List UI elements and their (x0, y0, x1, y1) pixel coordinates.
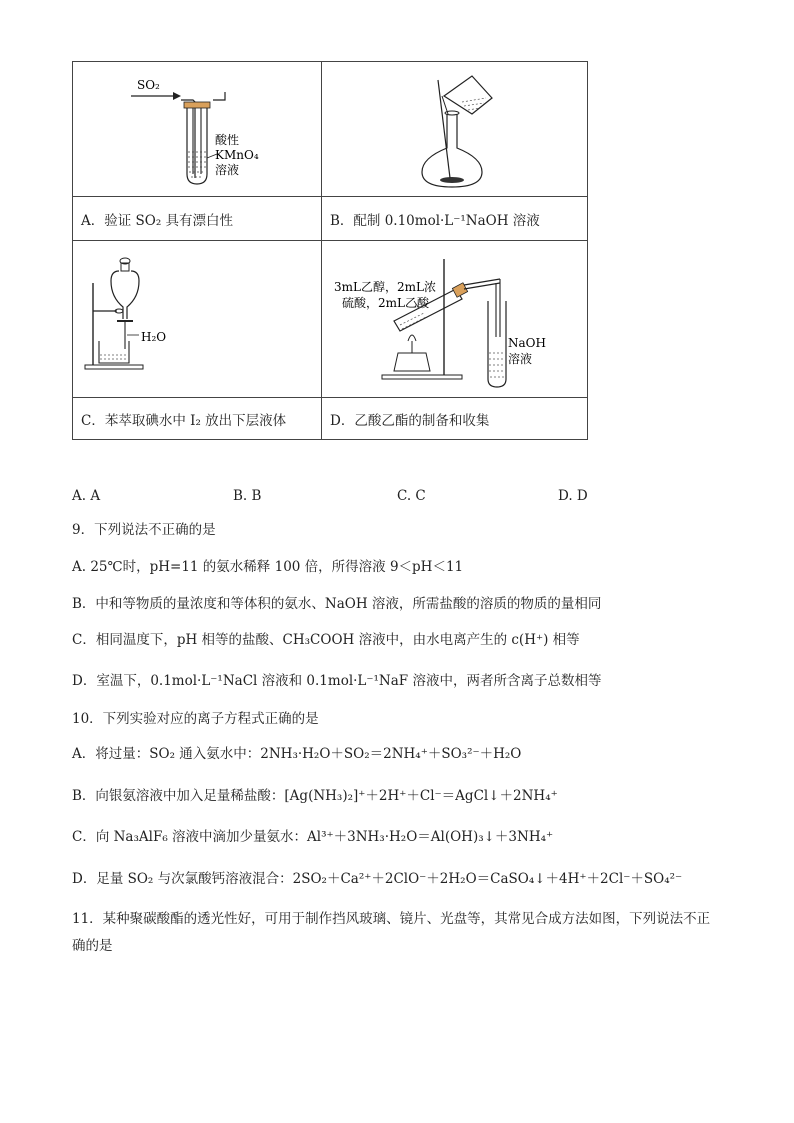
volumetric-flask-apparatus (322, 62, 587, 196)
q8-option-a: A. A (72, 488, 101, 504)
q8-option-d: D. D (558, 488, 588, 504)
so2-kmno4-apparatus (73, 62, 321, 196)
ester-prep-apparatus (322, 241, 587, 397)
q8-option-c: C. C (397, 488, 426, 504)
reagent-label-1: 酸性 (215, 133, 240, 147)
q11-stem-line1: 11．某种聚碳酸酯的透光性好，可用于制作挡风玻璃、镜片、光盘等，其常见合成方法如图，下列说法不正 (72, 911, 711, 927)
cell-a-caption: A．验证 SO₂ 具有漂白性 (73, 197, 322, 241)
h2o-label: H₂O (141, 330, 167, 344)
cell-d-caption: D．乙酸乙酯的制备和收集 (322, 398, 588, 440)
q9-option-d: D．室温下，0.1mol·L⁻¹NaCl 溶液和 0.1mol·L⁻¹NaF 溶液中，两者所含离子总数相等 (72, 673, 602, 689)
cell-d-image (322, 241, 588, 398)
mixture-label-2: 硫酸，2mL乙酸 (342, 296, 429, 310)
q9-option-a: A. 25℃时，pH=11 的氨水稀释 100 倍，所得溶液 9＜pH＜11 (72, 559, 464, 575)
naoh-label-1: NaOH (508, 336, 546, 350)
cell-b-caption: B．配制 0.10mol·L⁻¹NaOH 溶液 (322, 197, 588, 241)
q10-option-d: D．足量 SO₂ 与次氯酸钙溶液混合：2SO₂＋Ca²⁺＋2ClO⁻＋2H₂O＝CaSO₄↓＋4H⁺＋2Cl⁻＋SO₄²⁻ (72, 871, 683, 887)
q8-option-b: B. B (233, 488, 262, 504)
reagent-label-3: 溶液 (215, 163, 240, 177)
cell-c-image (73, 241, 322, 398)
q10-option-b: B．向银氨溶液中加入足量稀盐酸：[Ag(NH₃)₂]⁺＋2H⁺＋Cl⁻＝AgCl↓＋2NH₄⁺ (72, 788, 558, 804)
q9-stem: 9．下列说法不正确的是 (72, 522, 216, 538)
q11-stem-line2: 确的是 (72, 938, 113, 954)
mixture-label-1: 3mL乙醇，2mL浓 (334, 280, 436, 294)
reagent-label-2: KMnO₄ (215, 148, 259, 162)
apparatus-table (72, 61, 588, 440)
q9-option-c: C．相同温度下，pH 相等的盐酸、CH₃COOH 溶液中，由水电离产生的 c(H⁺) 相等 (72, 632, 580, 648)
q10-stem: 10．下列实验对应的离子方程式正确的是 (72, 711, 319, 727)
cell-a-image (73, 62, 322, 197)
separatory-funnel-apparatus (73, 241, 321, 397)
q10-option-c: C．向 Na₃AlF₆ 溶液中滴加少量氨水：Al³⁺＋3NH₃·H₂O＝Al(OH)₃↓＋3NH₄⁺ (72, 829, 554, 845)
q9-option-b: B．中和等物质的量浓度和等体积的氨水、NaOH 溶液，所需盐酸的溶质的物质的量相同 (72, 596, 602, 612)
cell-c-caption: C．苯萃取碘水中 I₂ 放出下层液体 (73, 398, 322, 440)
so2-label: SO₂ (137, 78, 160, 92)
cell-b-image (322, 62, 588, 197)
naoh-label-2: 溶液 (508, 352, 533, 366)
q10-option-a: A．将过量：SO₂ 通入氨水中：2NH₃·H₂O＋SO₂＝2NH₄⁺＋SO₃²⁻＋H₂O (72, 746, 522, 762)
